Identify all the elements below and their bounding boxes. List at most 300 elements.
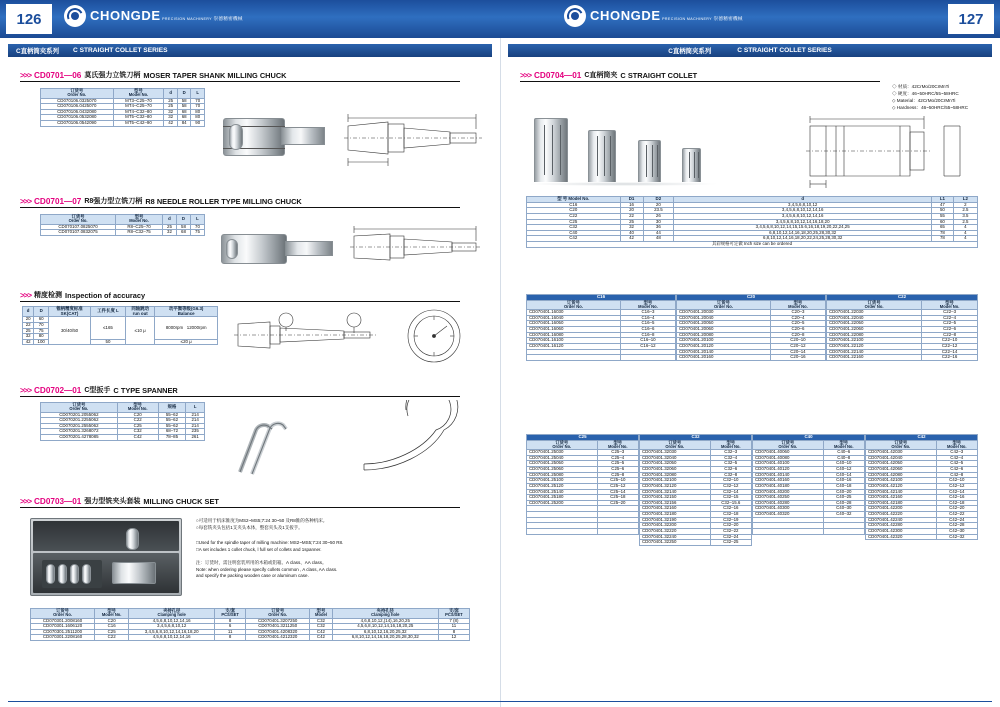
spec-line-4: ◇ Hardness：46~50HRC/55~58HRC [892,104,969,110]
table-cell: 11 [438,624,469,630]
table-cell: 44 [643,230,674,236]
section-title-cd0703-01 [20,496,460,506]
table-cell-model-no: C22–16 [922,355,978,361]
note-en-1: □Used for the spindle taper of milling machine: MS2~MS5;7:24 30~50 R8. [196,540,344,545]
table-cell: 261 [186,435,205,441]
table-cell-model-no: C32–4 [710,455,751,461]
table-cell: 2.5 [953,208,977,214]
table-header-cell: 型号 Model No. [113,89,164,99]
table-header-cell: d [164,89,178,99]
table-header-cell: 型号 Model No. [117,403,158,413]
series-bar-left [8,44,492,57]
table-cell-model-no: C20–4 [770,315,825,321]
table-cell-model-no: C32–6 [710,467,751,473]
table-cell-model-no: C32–3 [710,450,751,456]
drawing-r8-milling-chuck [344,214,492,280]
table-cell-model-no: C32–22 [710,528,751,534]
table-cell: C32 [117,429,158,435]
table-cell-model-no: C20–5 [770,321,825,327]
arrow-icon: >>> [20,385,32,395]
table-cell-model-no: C22–8 [922,332,978,338]
table-cell: 55–62 [158,423,186,429]
table-header-cell: d [162,215,176,225]
table-cell-order-no: CD070401.32120 [640,483,711,489]
table-header-cell: d [23,307,34,317]
table-header-cell: 型号 Model No. [823,440,864,450]
table-cell-model-no: C25–12 [597,483,638,489]
table-cell-order-no: CD070401.25200 [527,500,598,506]
table-cell-model-no: C16–12 [620,343,675,349]
table-cell-order-no: CD070401.22030 [827,310,922,316]
table-cell: 214 [186,423,205,429]
table-cell: ≤20 μ [155,339,218,345]
section-underline [520,81,880,82]
table-cell: CD070201.2555062 [41,423,118,429]
table-header-cell: L [191,89,205,99]
table-header-cell: 工件长度 L [91,307,126,317]
table-cell: 78 [932,230,954,236]
table-row [41,230,205,236]
table-cell: CD070106.0542090 [41,121,114,127]
table-cell-order-no: CD070401.25180 [527,495,598,501]
notes-cn [196,518,496,531]
table-cell: 4,5,6,8,10,12,14,16 [129,618,215,624]
table-cell: CD070401.3211250 [246,624,310,630]
section-code: CD0704—01 [534,70,582,80]
table-cell: 60 [932,219,954,225]
table-milling-chuck-set [30,608,470,641]
table-group-c20 [676,294,826,361]
table-cell: 70 [190,224,204,230]
table-cell-model-no: C42–28 [936,523,977,529]
table-cell-model-no: C40–30 [823,506,864,512]
section-title-cd0701-06 [20,70,460,80]
drawing-svg [226,300,488,372]
table-cell-order-no: CD070401.20080 [677,332,771,338]
table-cell-model-no: C42–32 [936,534,977,540]
arrow-icon: >>> [20,496,32,506]
table-cell-order-no: CD070401.42160 [866,495,937,501]
table-header-row [41,403,205,413]
table-cell: 80 [34,334,49,340]
section-title-cd0701-07 [20,196,460,206]
table-cell: 47 [932,202,954,208]
table-cell-model-no: C22–4 [922,315,978,321]
section-code: CD0703—01 [34,496,82,506]
table-cell: C16 [95,624,129,630]
table-cell: 26 [643,213,674,219]
table-cell-model-no: C40–12 [823,467,864,473]
table-group-title: C20 [677,295,826,301]
drawing-inspection-accuracy [226,300,488,372]
table-cell-model-no: C42–22 [936,512,977,518]
table-cell-model-no: C32–15 [710,495,751,501]
table-cell-model-no: C32–20 [710,523,751,529]
table-row [527,355,676,361]
table-cell: C25 [95,629,129,635]
table-cell-order-no: CD070401.40200 [753,489,824,495]
table-c-type-spanner [40,402,205,441]
table-cell-order-no: CD070401.42100 [866,478,937,484]
section-underline [20,207,460,208]
table-cell-model-no: C22–14 [922,349,978,355]
section-title-inspection [20,290,460,300]
section-en: C STRAIGHT COLLET [620,70,698,80]
table-cell: 4,5,6,8,10,12,14,16 [129,635,215,641]
table-cell-model-no: C22–5 [922,321,978,327]
table-cell-order-no: CD070401.32080 [640,472,711,478]
table-group-c32 [639,434,752,546]
table-cell: C32 [310,624,332,630]
table-header-cell: L [190,215,204,225]
table-cell: C25 [527,219,621,225]
table-cell-model-no: C42–10 [936,478,977,484]
table-cell: R8–C25–70 [116,224,163,230]
table-cell-order-no: CD070401.32150 [640,495,711,501]
table-cell-model-no: C25–14 [597,489,638,495]
section-code: CD0702—01 [34,385,82,395]
table-cell-order-no: CD070401.40120 [753,467,824,473]
table-group-title: C42 [866,435,978,441]
table-cell: C20 [117,412,158,418]
table-cell-order-no: CD070401.16100 [527,338,621,344]
table-header-cell: 支/套 PCS/SET [215,609,246,619]
table-cell: 80 [191,115,205,121]
table-cell-balance: 8000rpm 12000rpm [155,317,218,340]
table-cell-model-no: C32–10 [710,478,751,484]
table-cell: 75 [190,230,204,236]
table-cell: 80 [191,109,205,115]
spec-line-3: ◇ Material：42CrMo/20CrMnTi [892,97,956,103]
table-cell-model-no: C20–3 [770,310,825,316]
table-header-cell: 型 号 Model No. [527,197,621,203]
table-cell: CD070201.3268072 [41,429,118,435]
table-header-cell: D1 [620,197,643,203]
table-header-cell: d [674,197,932,203]
table-cell-order-no: CD070401.40320 [753,512,824,518]
table-header-cell: 型号 Model No. [620,300,675,310]
table-cell-model-no: C42–18 [936,500,977,506]
table-row [41,121,205,127]
section-code: CD0701—06 [34,70,82,80]
section-en: MOSER TAPER SHANK MILLING CHUCK [143,70,287,80]
table-cell: 42 [620,236,643,242]
table-cell-model-no: C25–20 [597,500,638,506]
table-cell: 70 [34,322,49,328]
table-group-title: C25 [527,435,639,441]
drawing-svg [344,214,492,280]
table-cell-order-no: CD070401.25060 [527,467,598,473]
table-cell: CD070401.3207250 [246,618,310,624]
table-cell-order-no: CD070401.32180 [640,512,711,518]
table-cell-model-no: C25–3 [597,450,638,456]
table-header-cell: 动平衡等级(G6.3) Balance [155,307,218,317]
table-cell-model-no: C32–8 [710,472,751,478]
table-cell-model-no: C16–3 [620,310,675,316]
table-cell: C20 [527,208,621,214]
photo-moser-taper-chuck [215,96,335,178]
table-cell-model-no: C20–12 [770,343,825,349]
table-cell: CD070106.0425070 [41,104,114,110]
table-cell-order-no: CD070401.22160 [827,355,922,361]
table-cell: CD070106.0532080 [41,115,114,121]
table-cell: 42 [23,339,34,345]
right-page [500,0,1000,707]
table-cell: CD070301.2008160 [31,618,95,624]
table-cell: CD070201.4278085 [41,435,118,441]
table-group-title: C16 [527,295,676,301]
table-cell: 60 [34,317,49,323]
table-cell: 68 [176,230,190,236]
table-cell: 214 [186,418,205,424]
spec-line-1: ◇ 材质：42CrMo/20CrMnTi [892,84,950,89]
table-cell: 58 [177,98,191,104]
table-header-cell: L1 [932,197,954,203]
table-cell: 20 [643,202,674,208]
table-cell: 4 [953,230,977,236]
table-cell: 235 [186,429,205,435]
table-cell: CD070401.4208320 [246,629,310,635]
table-cell-model-no: C20–6 [770,327,825,333]
table-cell-order-no: CD070401.16060 [527,327,621,333]
table-cell: 48 [643,236,674,242]
table-cell: C42 [527,236,621,242]
table-row [753,528,865,534]
section-underline [20,81,460,82]
table-cell: 32 [164,109,178,115]
table-header-cell: 规格 [158,403,186,413]
table-cell: CD070201.2055062 [41,412,118,418]
brand-sub-en: PRECISION MACHINERY [162,17,212,22]
table-cell-order-no: CD070401.42280 [866,523,937,529]
table-cell: 6,8,10,12,14,16,18,20,22,24,25,28,30,32 [674,236,932,242]
table-cell: 40 [620,230,643,236]
table-cell: C32 [310,618,332,624]
table-cell-order-no: CD070401.20160 [677,355,771,361]
table-cell-order-no [753,528,824,534]
table-cell-order-no: CD070401.22060 [827,327,922,333]
table-cell: 25 [23,328,34,334]
table-cell-standard: 30/40/50 [49,317,91,345]
note-en-2: □A set includes 1 collet chuck, l full set of collets and 1spanner. [196,546,322,552]
table-cell-length: ≤165 [91,317,126,340]
table-cell: MT3–C25–70 [113,98,164,104]
table-cell-order-no: CD070401.32040 [640,455,711,461]
table-header-cell: 型号 Model No. [936,440,977,450]
table-header-cell: 订货号 Order No. [41,215,116,225]
table-header-cell: 型号 Model No. [922,300,978,310]
table-cell-order-no: CD070401.42180 [866,500,937,506]
section-en: Inspection of accuracy [65,290,146,300]
table-cell-order-no: CD070401.32220 [640,528,711,534]
table-group-c40 [752,434,865,535]
table-group-title: C40 [753,435,865,441]
table-cell-model-no: C40–16 [823,478,864,484]
table-cell-order-no: CD070401.40060 [753,450,824,456]
table-cell-model-no [823,528,864,534]
table-cell: 3,4,5,6,8,10,12 [674,202,932,208]
table-cell: C40 [527,230,621,236]
table-group-c42 [865,434,978,540]
table-cell-order-no: CD070401.40140 [753,472,824,478]
table-cell: 42 [164,121,178,127]
table-cell-model-no: C42–20 [936,506,977,512]
table-cell: 20 [23,317,34,323]
table-cell: 50 [932,208,954,214]
table-cell-order-no: CD070401.40160 [753,478,824,484]
table-cell: 4 [953,225,977,231]
table-row [866,534,978,540]
note-en-4: and specify the packing wooden case or aluminum case. [196,573,309,579]
table-cell: 3,4,5,6,8,10,12,14,15,15.6,16,18,19,20,22,24,25 [674,225,932,231]
table-cell-order-no: CD070401.20100 [677,338,771,344]
table-header-row [31,609,470,619]
table-header-cell: 订货号 Order No. [527,440,598,450]
table-header-cell: 订货号 Order No. [31,609,95,619]
table-cell-order-no: CD070401.40280 [753,500,824,506]
table-cell-order-no: CD070401.16120 [527,343,621,349]
table-cell-model-no: C42–12 [936,483,977,489]
table-cell-order-no: CD070401.42060 [866,467,937,473]
table-cell: 8 [215,635,246,641]
note-cn-3: 注：订货时，需注明套装所用的木箱或铝箱。A class、AA class。 [196,560,327,565]
series-cn: C直柄筒夹系列 [668,48,712,55]
page-number-right: 127 [948,4,994,34]
table-cell-order-no: CD070401.32190 [640,517,711,523]
table-cell-order-no: CD070401.32156 [640,500,711,506]
table-cell-model-no: C42–16 [936,495,977,501]
table-cell-model-no: C25–8 [597,472,638,478]
table-header-row [41,215,205,225]
table-row [23,317,218,323]
series-en: C STRAIGHT COLLET SERIES [72,47,168,54]
table-cell-order-no: CD070401.40100 [753,461,824,467]
table-cell-model-no: C40–14 [823,472,864,478]
table-cell-order-no: CD070401.40300 [753,506,824,512]
table-cell-model-no: C22–6 [922,327,978,333]
table-header-cell: D [34,307,49,317]
series-cn: C直柄筒夹系列 [16,48,59,55]
table-r8-needle-roller [40,214,205,236]
series-en: C STRAIGHT COLLET SERIES [737,47,832,54]
table-cell-order-no: CD070401.22120 [827,343,922,349]
table-cell: CD070301.2208160 [31,635,95,641]
section-en: C TYPE SPANNER [113,385,178,395]
table-header-cell: 型号 Model No. [116,215,163,225]
table-cell-order-no: CD070401.25030 [527,450,598,456]
table-cell: MT4–C25–70 [113,104,164,110]
table-cell-order-no: CD070401.32140 [640,489,711,495]
table-header-cell: D [177,89,191,99]
section-cn: 莫氏强力立铣刀柄 [84,72,141,79]
table-cell-model-no: C32–5 [710,461,751,467]
table-header-cell: 型号 Model No. [770,300,825,310]
table-cell-model-no: C20–14 [770,349,825,355]
table-cell-model-no: C16–4 [620,315,675,321]
brand-sub-en: PRECISION MACHINERY [662,17,712,22]
section-title-cd0704-01 [520,70,880,80]
table-cell-order-no: CD070401.20140 [677,349,771,355]
table-header-cell: 订货号 Order No. [41,89,114,99]
table-cell-order-no: CD070401.22100 [827,338,922,344]
table-cell-model-no: C40–8 [823,455,864,461]
table-cell: MT5–C42–90 [113,121,164,127]
table-cell: 3,4,5,6,8,10,12 [129,624,215,630]
table-cell-order-no: CD070401.42220 [866,512,937,518]
table-cell: 32 [164,115,178,121]
table-header-cell: 同轴跳动 run out [125,307,154,317]
arrow-icon: >>> [20,70,32,80]
table-cell: 3,4,5,6,8,10,12,14,16 [674,208,932,214]
table-cell: 65 [932,225,954,231]
table-cell-model-no: C32–18 [710,512,751,518]
table-cell-order-no: CD070401.22080 [827,332,922,338]
table-cell: 8 [215,618,246,624]
table-cell: C22 [527,213,621,219]
table-cell: 30 [643,219,674,225]
table-cell: CD070107.0825070 [41,224,116,230]
series-bar-right [508,44,992,57]
table-cell-order-no: CD070401.25100 [527,478,598,484]
table-cell: CD070107.0832075 [41,230,116,236]
table-cell-order-no: CD070401.16050 [527,321,621,327]
photo-milling-chuck-set [26,514,186,600]
table-cell-model-no: C32–14 [710,489,751,495]
table-cell-model-no: C22–3 [922,310,978,316]
section-cn: R8强力型立铣刀柄 [84,198,143,205]
table-cell-order-no: CD070401.42040 [866,455,937,461]
table-cell-model-no: C20–10 [770,338,825,344]
table-header-cell: 订货号 Order No. [677,300,771,310]
table-cell-order-no: CD070401.42300 [866,528,937,534]
table-cell-order-no: CD070401.25140 [527,489,598,495]
table-cell-model-no: C42–24 [936,517,977,523]
table-header-cell: 订货号 Order No. [41,403,118,413]
table-cell: 75 [34,328,49,334]
brand-sub-cn: 崇德精密機械 [713,16,743,22]
table-cell-model-no: C32–24 [710,534,751,540]
section-en: MILLING CHUCK SET [143,496,219,506]
table-cell: 3,4,5,6,8,10,12,14,16,18,20 [129,629,215,635]
table-cell: 70 [191,98,205,104]
table-row [527,528,639,534]
table-cell-order-no: CD070401.40250 [753,495,824,501]
table-cell-order-no: CD070401.25080 [527,472,598,478]
table-header-cell: 订货号 Order No. [246,609,310,619]
table-cell: 55 [932,213,954,219]
table-group-c16 [526,294,676,361]
spec-line-2: ◇ 硬度：46~50HRC/55~58HRC [892,90,959,96]
table-cell-model-no: C42–4 [936,455,977,461]
table-cell-model-no: C25–18 [597,495,638,501]
table-header-cell: 型号 Model No. [710,440,751,450]
photo-c-straight-collets [526,104,756,190]
table-cell-model-no: C25–10 [597,478,638,484]
table-cell: 58 [177,104,191,110]
table-cell-model-no: C25–4 [597,455,638,461]
section-underline [20,507,460,508]
table-cell-order-no: CD070401.32160 [640,506,711,512]
table-cell: 78–85 [158,435,186,441]
table-cell: 4 [953,236,977,242]
table-footnote: 其彩规格可定做 Inch size can be ordered [527,242,978,248]
table-cell: 55–62 [158,418,186,424]
table-cell-order-no: CD070401.16040 [527,315,621,321]
table-cell-order-no: CD070401.40080 [753,455,824,461]
drawing-svg [340,96,490,180]
table-cell: C42 [310,635,332,641]
table-cell-model-no: C16–8 [620,332,675,338]
